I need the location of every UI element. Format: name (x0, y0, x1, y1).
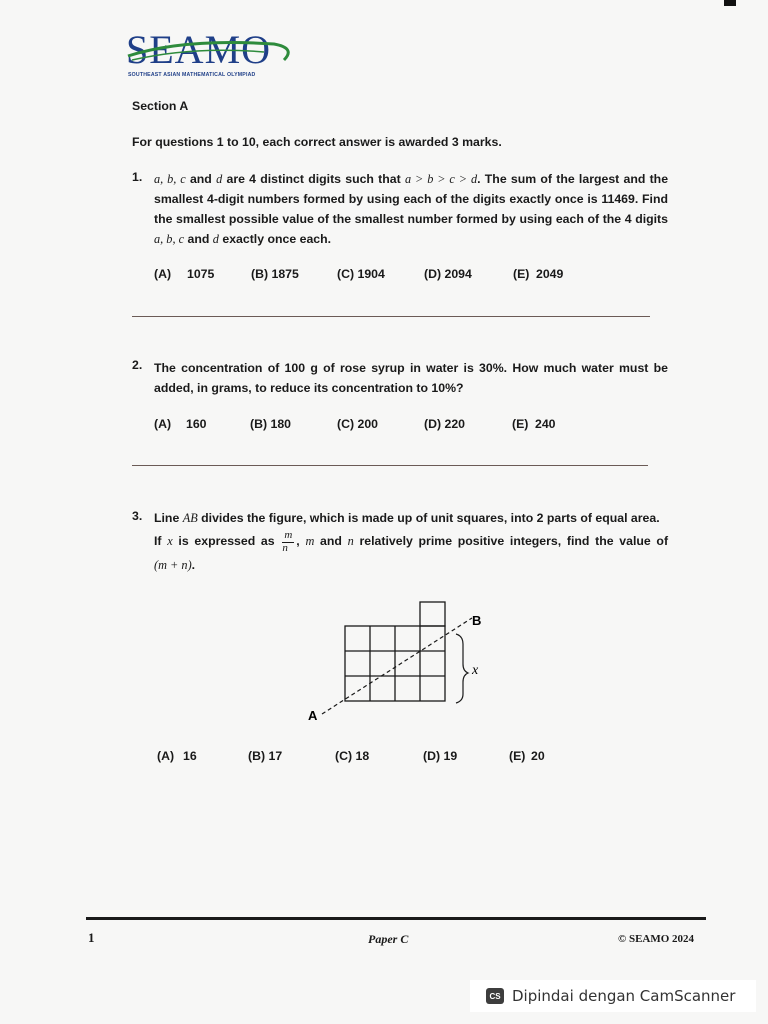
instruction-text: For questions 1 to 10, each correct answer is awarded 3 marks. (132, 135, 502, 149)
question-3-text-line3 (154, 555, 195, 575)
q1-var-d-2: d (212, 232, 219, 246)
question-2-text: The concentration of 100 g of rose syrup in water is 30%. How much water must be added, in grams, to reduce its concentration to 10%? (154, 361, 668, 395)
q3-option-a-value[interactable]: 16 (183, 749, 197, 763)
footer-rule (86, 917, 706, 920)
paper-label: Paper C (368, 932, 409, 946)
q3-var-m: m (305, 534, 315, 548)
q3-text-part2: divides the figure, which is made up of unit squares, into 2 parts of equal area. (201, 511, 660, 525)
answer-line-2 (132, 465, 648, 466)
q3-var-x: x (167, 534, 173, 548)
q3-expression: (m + n) (154, 558, 192, 572)
q3-period: . (191, 558, 196, 572)
logo-wordmark: SEAMO (126, 27, 272, 72)
q2-option-e-label[interactable]: (E) (512, 417, 529, 431)
label-x: x (472, 663, 479, 678)
q3-text-part7: relatively prime positive integers, find the value of (359, 534, 669, 548)
q2-option-a-label[interactable]: (A) (154, 417, 172, 431)
q1-option-c[interactable]: (C) 1904 (337, 267, 385, 281)
q1-var-d: d (216, 172, 223, 186)
q1-option-a-label[interactable]: (A) (154, 267, 172, 281)
q3-option-e-label[interactable]: (E) (509, 749, 526, 763)
question-1-text (154, 169, 668, 249)
q1-option-d[interactable]: (D) 2094 (424, 267, 472, 281)
question-3-text-line2 (154, 529, 668, 554)
page-number: 1 (88, 930, 95, 945)
grid-squares (345, 602, 445, 701)
logo-subtitle: SOUTHEAST ASIAN MATHEMATICAL OLYMPIAD (128, 72, 256, 78)
q3-frac-num: m (284, 528, 293, 541)
q2-option-c[interactable]: (C) 200 (337, 417, 379, 431)
corner-mark (724, 0, 736, 6)
question-3-text-line1 (154, 508, 668, 528)
q1-option-e-value[interactable]: 2049 (536, 267, 564, 281)
q2-option-b[interactable]: (B) 180 (250, 417, 292, 431)
q3-option-c[interactable]: (C) 18 (335, 749, 370, 763)
q3-option-d[interactable]: (D) 19 (423, 749, 458, 763)
q1-text-part1: are 4 distinct digits such that (226, 172, 401, 186)
q3-option-a-label[interactable]: (A) (157, 749, 175, 763)
question-2-number: 2. (132, 358, 143, 372)
q3-frac-den: n (282, 541, 288, 554)
q3-option-e-value[interactable]: 20 (531, 749, 545, 763)
answer-line-1 (132, 316, 650, 317)
q1-option-b[interactable]: (B) 1875 (251, 267, 299, 281)
q1-option-e-label[interactable]: (E) (513, 267, 530, 281)
q1-text-part2: . The sum of the largest and the smallest 4-digit numbers formed by using each of the digits exactly once is 11469. Find the smallest possible value of the smallest number formed by using each of the 4 digits (154, 172, 669, 226)
q3-text-part1: Line (154, 511, 180, 525)
label-a: A (308, 708, 318, 723)
question-3-number: 3. (132, 509, 143, 523)
q1-vars: a, b, c (154, 172, 186, 186)
q1-and-2: and (187, 232, 210, 246)
q3-fraction-m-over-n (282, 530, 294, 554)
q2-option-d[interactable]: (D) 220 (424, 417, 466, 431)
q3-var-n: n (347, 534, 354, 548)
q3-line-ab: AB (182, 511, 198, 525)
camscanner-watermark (470, 980, 756, 1012)
q3-and: and (320, 534, 342, 548)
q1-text-part3: exactly once each. (222, 232, 332, 246)
logo-swoosh-icon (124, 34, 294, 74)
seamo-logo (124, 27, 294, 84)
q2-option-a-value[interactable]: 160 (186, 417, 207, 431)
copyright: © SEAMO 2024 (618, 933, 695, 945)
section-heading: Section A (132, 99, 189, 113)
camscanner-icon: CS (486, 988, 504, 1004)
camscanner-text: Dipindai dengan CamScanner (512, 987, 736, 1005)
q1-vars-2: a, b, c (154, 232, 185, 246)
q1-and: and (189, 172, 212, 186)
q1-option-a-value[interactable]: 1075 (187, 267, 215, 281)
q3-comma: , (296, 534, 300, 548)
q3-text-part3: If (154, 534, 162, 548)
label-b: B (472, 613, 482, 628)
q1-inequality: a > b > c > d (404, 172, 478, 186)
q3-option-b[interactable]: (B) 17 (248, 749, 283, 763)
question-1-number: 1. (132, 170, 143, 184)
unit-squares-figure (300, 596, 500, 726)
q2-option-e-value[interactable]: 240 (535, 417, 556, 431)
q3-text-part4: is expressed as (178, 534, 275, 548)
brace-icon (456, 634, 468, 703)
